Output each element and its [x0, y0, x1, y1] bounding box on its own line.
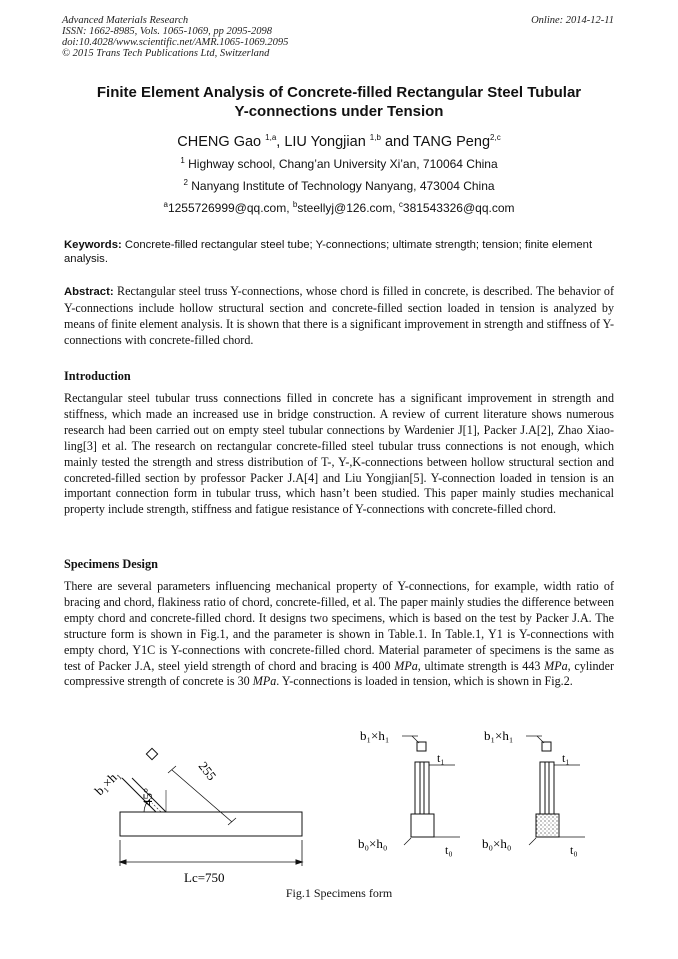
section-2-bottom-label: b₀×h₀ [482, 836, 512, 851]
unit-mpa: MPa [544, 658, 568, 673]
section-1-t0-label: t₀ [445, 843, 453, 857]
section-2-t0-label: t₀ [570, 843, 578, 857]
chord-section [411, 814, 434, 837]
email-c-sup: c [398, 200, 403, 209]
title-line-1: Finite Element Analysis of Concrete-filled Rectangular Steel Tubular [96, 84, 582, 101]
specimens-heading: Specimens Design [64, 557, 158, 571]
author-1: CHENG Gao [177, 134, 262, 150]
abstract [64, 284, 614, 349]
brace-length-label: 255 [195, 758, 220, 784]
section-empty [402, 736, 460, 845]
author-3-sup: 2,c [490, 133, 501, 142]
introduction-heading: Introduction [64, 369, 131, 383]
email-a[interactable]: 1255726999@qq.com, [167, 201, 293, 215]
section-filled [526, 736, 585, 845]
author-2: , LIU Yongjian [276, 134, 366, 150]
keywords [64, 238, 614, 266]
chord-section-filled [536, 814, 559, 837]
author-list [40, 134, 638, 150]
affiliation-1 [40, 157, 638, 171]
affiliation-2-text: Nanyang Institute of Technology Nanyang, 473004 China [191, 179, 495, 193]
brace-wall [415, 762, 429, 814]
specimens-text-part-3: , cylinder compressive strength of concrete is 30 [64, 658, 614, 689]
b0-leader [529, 838, 536, 845]
affiliation-1-text: Highway school, Chang’an University Xi’an, 710064 China [188, 157, 498, 171]
chord-length-label: Lc=750 [184, 870, 225, 885]
doi-line: doi:10.4028/www.scientific.net/AMR.1065-1069.2095 [62, 37, 289, 48]
section-1-t1-label: t₁ [437, 751, 445, 765]
journal-header [62, 15, 288, 59]
b0-leader [404, 838, 411, 845]
specimens-text-part-4: . Y-connections is loaded in tension, which is shown in Fig.2. [276, 674, 573, 689]
specimens-text-part-1: There are several parameters influencing mechanical property of Y-connections, for example, width ratio of bracing and chord, flakiness ratio of chord, concrete-filled, et al. The paper mainly studies the difference between empty chord and concrete-filled chord. It designs two specimens, which is based on the test by Packer J.A. The structure form is shown in Fig.1, and the parameter is shown in Table.1. In Table.1, Y1 is Y-connections with empty chord, Y1C is Y-connections with concrete-filled chord. Material parameter of specimens is the same as test of Packer J.A, steel yield strength of chord and bracing is 400 [64, 579, 614, 673]
figure-caption: Fig.1 Specimens form [285, 886, 393, 900]
unit-mpa: MPa [394, 658, 418, 673]
email-c[interactable]: 381543326@qq.com [402, 201, 515, 215]
section-1-bottom-label: b₀×h₀ [358, 836, 388, 851]
online-date: Online: 2014-12-11 [531, 15, 614, 26]
leader [537, 736, 544, 743]
abstract-label: Abstract: [64, 286, 114, 298]
chord-member [120, 812, 302, 836]
issn-line: ISSN: 1662-8985, Vols. 1065-1069, pp 2095-2098 [62, 26, 272, 37]
chord-dim-arrow [120, 860, 126, 864]
title-line-2: Y-connections under Tension [234, 103, 444, 120]
author-3: and TANG Peng [380, 134, 491, 150]
abstract-text: Rectangular steel truss Y-connections, whose chord is filled in concrete, is described. The behavior of Y-connections include hollow structural section and concrete-filled section loaded in tension is analyzed by means of finite element analysis. It is shown that there is a significant improvement in strength and stiffness of Y-connections with concrete-filled chord. [64, 284, 614, 347]
author-1-sup: 1,a [265, 133, 277, 142]
introduction-text: Rectangular steel tubular truss connections filled in concrete has a significant improvement in strength and stiffness, which made an increased use in bridge construction. A review of current literature shows numerous research had been carried out on empty steel tubular connections by Wardenier J[1], Packer J.A[2], Zhao Xiao-ling[3] et al. The research on rectangular concrete-filled steel tubular truss connections is not enough, which mainly tested the strength and stress distribution of T-, Y-,K-connections between hollow structural section and concreted-filled section by professor Packer J.A[4] and Liu Yongjian[5]. Y-connection loaded in tension is an important connection form in tubular truss, which hasn’t been studied. This paper mainly studies mechanical property include strength, stiffness and fatigue resistance of Y-connections with concrete-filled chord. [64, 391, 614, 517]
author-2-sup: 1,b [369, 133, 381, 142]
affiliation-1-sup: 1 [180, 156, 185, 165]
email-b[interactable]: steellyj@126.com, [297, 201, 399, 215]
brace-section-symbol [146, 748, 157, 759]
copyright-line: © 2015 Trans Tech Publications Ltd, Switzerland [62, 48, 270, 59]
keywords-text: Concrete-filled rectangular steel tube; Y-connections; ultimate strength; tension; finite element analysis. [64, 239, 593, 265]
section-2-t1-label: t₁ [562, 751, 570, 765]
email-a-sup: a [163, 200, 168, 209]
chord-dim-arrow [296, 860, 302, 864]
section-1-top-label: b₁×h₁ [360, 728, 390, 743]
affiliation-2 [40, 179, 638, 193]
section-2-top-label: b₁×h₁ [484, 728, 514, 743]
brace-section-square [542, 742, 551, 751]
paper-title [40, 83, 638, 121]
brace-label: b₁×h₁ [91, 766, 123, 799]
brace-dim-line [172, 770, 232, 822]
keywords-label: Keywords: [64, 239, 122, 251]
specimens-figure [0, 705, 678, 915]
affiliation-2-sup: 2 [183, 178, 188, 187]
angle-label: 45° [140, 787, 155, 806]
unit-mpa: MPa [252, 674, 277, 689]
brace-wall [540, 762, 554, 814]
journal-name: Advanced Materials Research [62, 15, 189, 26]
leader [412, 736, 419, 743]
specimens-text [64, 579, 614, 690]
specimens-text-part-2: , ultimate strength is 443 [417, 658, 545, 673]
email-b-sup: b [292, 200, 298, 209]
brace-section-square [417, 742, 426, 751]
email-list [40, 201, 638, 215]
